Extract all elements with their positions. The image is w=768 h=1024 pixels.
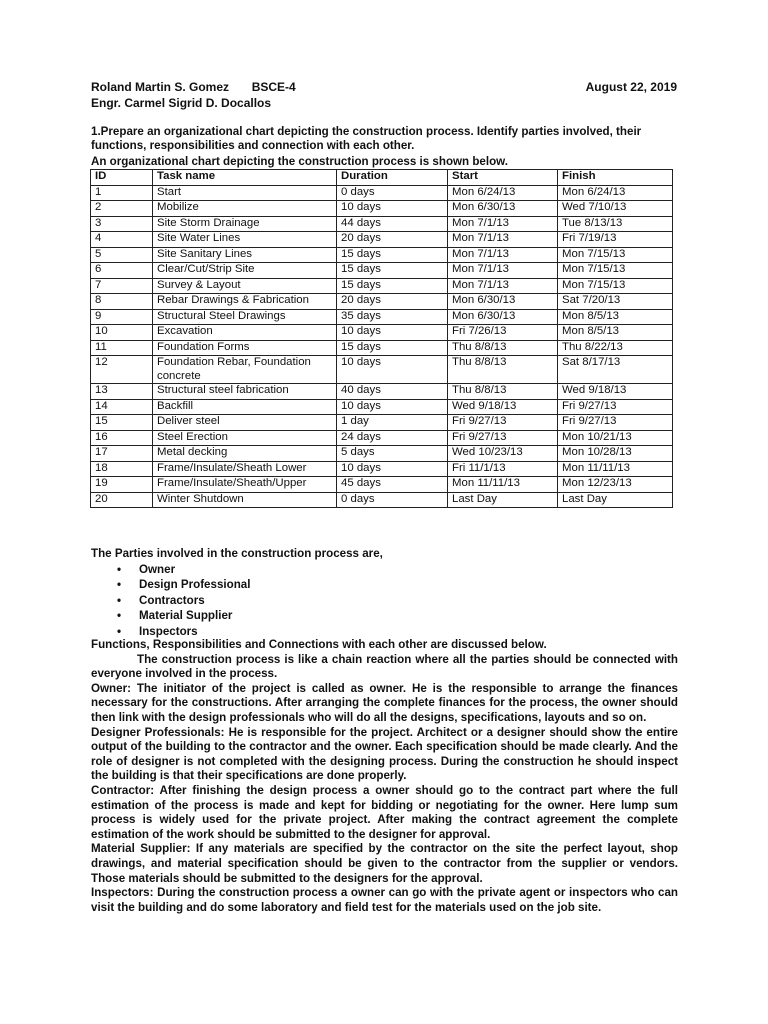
table-cell: 11 [91, 340, 153, 356]
table-cell: Survey & Layout [153, 278, 337, 294]
table-cell: Winter Shutdown [153, 492, 337, 508]
task-schedule-table [90, 169, 673, 508]
course-code: BSCE-4 [251, 80, 296, 94]
table-cell: Site Storm Drainage [153, 216, 337, 232]
table-cell: Mon 6/30/13 [448, 309, 558, 325]
column-header: Start [448, 170, 558, 186]
table-cell: Wed 10/23/13 [448, 446, 558, 462]
supplier-paragraph [91, 842, 678, 886]
table-cell: Mon 7/15/13 [558, 278, 673, 294]
table-cell: Thu 8/8/13 [448, 356, 558, 384]
table-cell: Deliver steel [153, 415, 337, 431]
owner-label: Owner: [91, 681, 131, 695]
table-cell: 20 days [337, 294, 448, 310]
table-cell: Mon 7/15/13 [558, 263, 673, 279]
table-cell: 19 [91, 477, 153, 493]
table-cell: Foundation Rebar, Foundation concrete [153, 356, 337, 384]
table-cell: Wed 7/10/13 [558, 201, 673, 217]
table-row [91, 263, 673, 279]
table-cell: 24 days [337, 430, 448, 446]
table-cell: Foundation Forms [153, 340, 337, 356]
table-cell: 7 [91, 278, 153, 294]
table-cell: Backfill [153, 399, 337, 415]
table-row [91, 415, 673, 431]
column-header: ID [91, 170, 153, 186]
table-row [91, 278, 673, 294]
table-cell: Last Day [448, 492, 558, 508]
table-cell: Frame/Insulate/Sheath/Upper [153, 477, 337, 493]
table-cell: 6 [91, 263, 153, 279]
table-cell: Tue 8/13/13 [558, 216, 673, 232]
table-cell: Fri 7/26/13 [448, 325, 558, 341]
table-cell: 5 days [337, 446, 448, 462]
table-row [91, 340, 673, 356]
table-cell: 15 days [337, 278, 448, 294]
table-cell: Fri 7/19/13 [558, 232, 673, 248]
table-row [91, 232, 673, 248]
question-text: 1.Prepare an organizational chart depicting the construction process. Identify parties involved, their functions, responsibilities and connection with each other. [91, 125, 642, 152]
table-row [91, 356, 673, 384]
contractor-label: Contractor: [91, 783, 155, 797]
table-cell: Structural steel fabrication [153, 384, 337, 400]
parties-list [91, 562, 383, 639]
table-cell: Sat 8/17/13 [558, 356, 673, 384]
table-cell: Clear/Cut/Strip Site [153, 263, 337, 279]
table-cell: Thu 8/8/13 [448, 340, 558, 356]
table-cell: Fri 9/27/13 [448, 430, 558, 446]
table-cell: 10 days [337, 356, 448, 384]
table-cell: Mobilize [153, 201, 337, 217]
table-cell: Fri 9/27/13 [558, 415, 673, 431]
document-date: August 22, 2019 [585, 80, 677, 94]
table-intro: An organizational chart depicting the construction process is shown below. [91, 155, 508, 168]
supplier-text: If any materials are specified by the contractor on the site the perfect layout, shop drawings, and material specification should be given to the contractor from the supplier or vendors. Those materials should be submitted to the designers for the approval. [91, 842, 679, 885]
contractor-text: After finishing the design process a owner should go to the contract part where the full estimation of the process is made and kept for bidding or negotiating for the owner. Here lump sum process is widely used for the private project. After making the contract agreement the complete estimation of the work should be submitted to the designer for approval. [91, 783, 678, 841]
table-cell: 0 days [337, 492, 448, 508]
table-cell: Wed 9/18/13 [558, 384, 673, 400]
table-cell: Rebar Drawings & Fabrication [153, 294, 337, 310]
column-header: Finish [558, 170, 673, 186]
column-header: Duration [337, 170, 448, 186]
table-cell: Mon 8/5/13 [558, 309, 673, 325]
table-cell: Last Day [558, 492, 673, 508]
table-cell: 44 days [337, 216, 448, 232]
table-cell: 15 days [337, 340, 448, 356]
parties-lead: The Parties involved in the construction process are, [91, 547, 383, 560]
table-cell: Mon 7/1/13 [448, 232, 558, 248]
table-cell: Thu 8/22/13 [558, 340, 673, 356]
list-item: • Owner [139, 562, 383, 577]
table-row [91, 309, 673, 325]
table-cell: 17 [91, 446, 153, 462]
parties-section [91, 547, 383, 639]
functions-body [91, 638, 678, 915]
table-cell: 4 [91, 232, 153, 248]
table-cell: Metal decking [153, 446, 337, 462]
table-row [91, 216, 673, 232]
table-cell: 10 days [337, 201, 448, 217]
table-cell: 1 [91, 185, 153, 201]
table-cell: 14 [91, 399, 153, 415]
inspectors-paragraph [91, 886, 678, 915]
table-cell: Thu 8/8/13 [448, 384, 558, 400]
table-cell: Fri 9/27/13 [558, 399, 673, 415]
table-row [91, 399, 673, 415]
table-cell: 5 [91, 247, 153, 263]
header-author-line [91, 80, 296, 94]
table-cell: 15 days [337, 263, 448, 279]
list-item: • Inspectors [139, 624, 383, 639]
table-cell: Mon 7/1/13 [448, 278, 558, 294]
list-item: • Design Professional [139, 577, 383, 592]
table-cell: 1 day [337, 415, 448, 431]
table-cell: 20 days [337, 232, 448, 248]
table-cell: Mon 7/1/13 [448, 263, 558, 279]
list-item: • Material Supplier [139, 608, 383, 623]
table-cell: 10 days [337, 461, 448, 477]
table-row [91, 446, 673, 462]
table-row [91, 201, 673, 217]
table-cell: 8 [91, 294, 153, 310]
table-cell: 16 [91, 430, 153, 446]
table-cell: 3 [91, 216, 153, 232]
table-cell: Structural Steel Drawings [153, 309, 337, 325]
table-cell: Mon 10/21/13 [558, 430, 673, 446]
table-cell: Fri 9/27/13 [448, 415, 558, 431]
table-cell: Start [153, 185, 337, 201]
owner-text: The initiator of the project is called as owner. He is the responsible to arrange the finances necessary for the constructions. After arranging the complete finances for the process, the owner should then link with the design professionals who will do all the designs, specifications, layouts and so on. [91, 681, 678, 724]
contractor-paragraph [91, 784, 678, 842]
table-cell: Wed 9/18/13 [448, 399, 558, 415]
table-cell: Excavation [153, 325, 337, 341]
table-cell: Site Water Lines [153, 232, 337, 248]
designer-label: Designer Professionals: [91, 725, 225, 739]
table-cell: Mon 6/30/13 [448, 294, 558, 310]
table-row [91, 185, 673, 201]
table-cell: 9 [91, 309, 153, 325]
table-cell: 10 days [337, 399, 448, 415]
table-header-row [91, 170, 673, 186]
designer-text: He is responsible for the project. Architect or a designer should show the entire output of the building to the contractor and the owner. Each specification should be made clearly. And the role of designer is not completed with the designing process. During the construction he should inspect the building is that their specifications are done properly. [91, 725, 679, 783]
instructor-name: Engr. Carmel Sigrid D. Docallos [91, 96, 272, 110]
table-cell: Site Sanitary Lines [153, 247, 337, 263]
table-cell: Frame/Insulate/Sheath Lower [153, 461, 337, 477]
inspectors-text: During the construction process a owner can go with the private agent or inspectors who can visit the building and do some laboratory and field test for the materials used on the job site. [91, 886, 678, 914]
table-cell: 45 days [337, 477, 448, 493]
table-cell: Steel Erection [153, 430, 337, 446]
table-row [91, 325, 673, 341]
table-cell: 18 [91, 461, 153, 477]
list-item: • Contractors [139, 593, 383, 608]
inspectors-label: Inspectors: [91, 886, 154, 900]
table-cell: Mon 6/30/13 [448, 201, 558, 217]
functions-heading: Functions, Responsibilities and Connections with each other are discussed below. [91, 638, 547, 651]
table-cell: Mon 12/23/13 [558, 477, 673, 493]
table-row [91, 384, 673, 400]
table-row [91, 247, 673, 263]
table-cell: Mon 7/15/13 [558, 247, 673, 263]
table-cell: 15 days [337, 247, 448, 263]
table-cell: Mon 8/5/13 [558, 325, 673, 341]
table-cell: Mon 7/1/13 [448, 216, 558, 232]
intro-paragraph: The construction process is like a chain reaction where all the parties should be connected with everyone involved in the process. [91, 652, 678, 681]
table-cell: 10 days [337, 325, 448, 341]
table-body [91, 185, 673, 508]
supplier-label: Material Supplier: [91, 842, 191, 856]
table-row [91, 461, 673, 477]
designer-paragraph [91, 726, 678, 784]
table-row [91, 294, 673, 310]
table-cell: 40 days [337, 384, 448, 400]
table-cell: Mon 6/24/13 [448, 185, 558, 201]
table-cell: Fri 11/1/13 [448, 461, 558, 477]
table-cell: 13 [91, 384, 153, 400]
table-cell: 0 days [337, 185, 448, 201]
table-row [91, 430, 673, 446]
table-cell: 35 days [337, 309, 448, 325]
table-cell: Mon 10/28/13 [558, 446, 673, 462]
table-cell: Mon 11/11/13 [448, 477, 558, 493]
table-cell: 2 [91, 201, 153, 217]
table-cell: Mon 11/11/13 [558, 461, 673, 477]
table-cell: 10 [91, 325, 153, 341]
author-name: Roland Martin S. Gomez [91, 80, 230, 94]
table-cell: Mon 7/1/13 [448, 247, 558, 263]
column-header: Task name [153, 170, 337, 186]
table-cell: 12 [91, 356, 153, 384]
table-row [91, 477, 673, 493]
table-cell: Mon 6/24/13 [558, 185, 673, 201]
table-row [91, 492, 673, 508]
table-cell: 15 [91, 415, 153, 431]
table-cell: 20 [91, 492, 153, 508]
table-cell: Sat 7/20/13 [558, 294, 673, 310]
owner-paragraph [91, 682, 678, 726]
